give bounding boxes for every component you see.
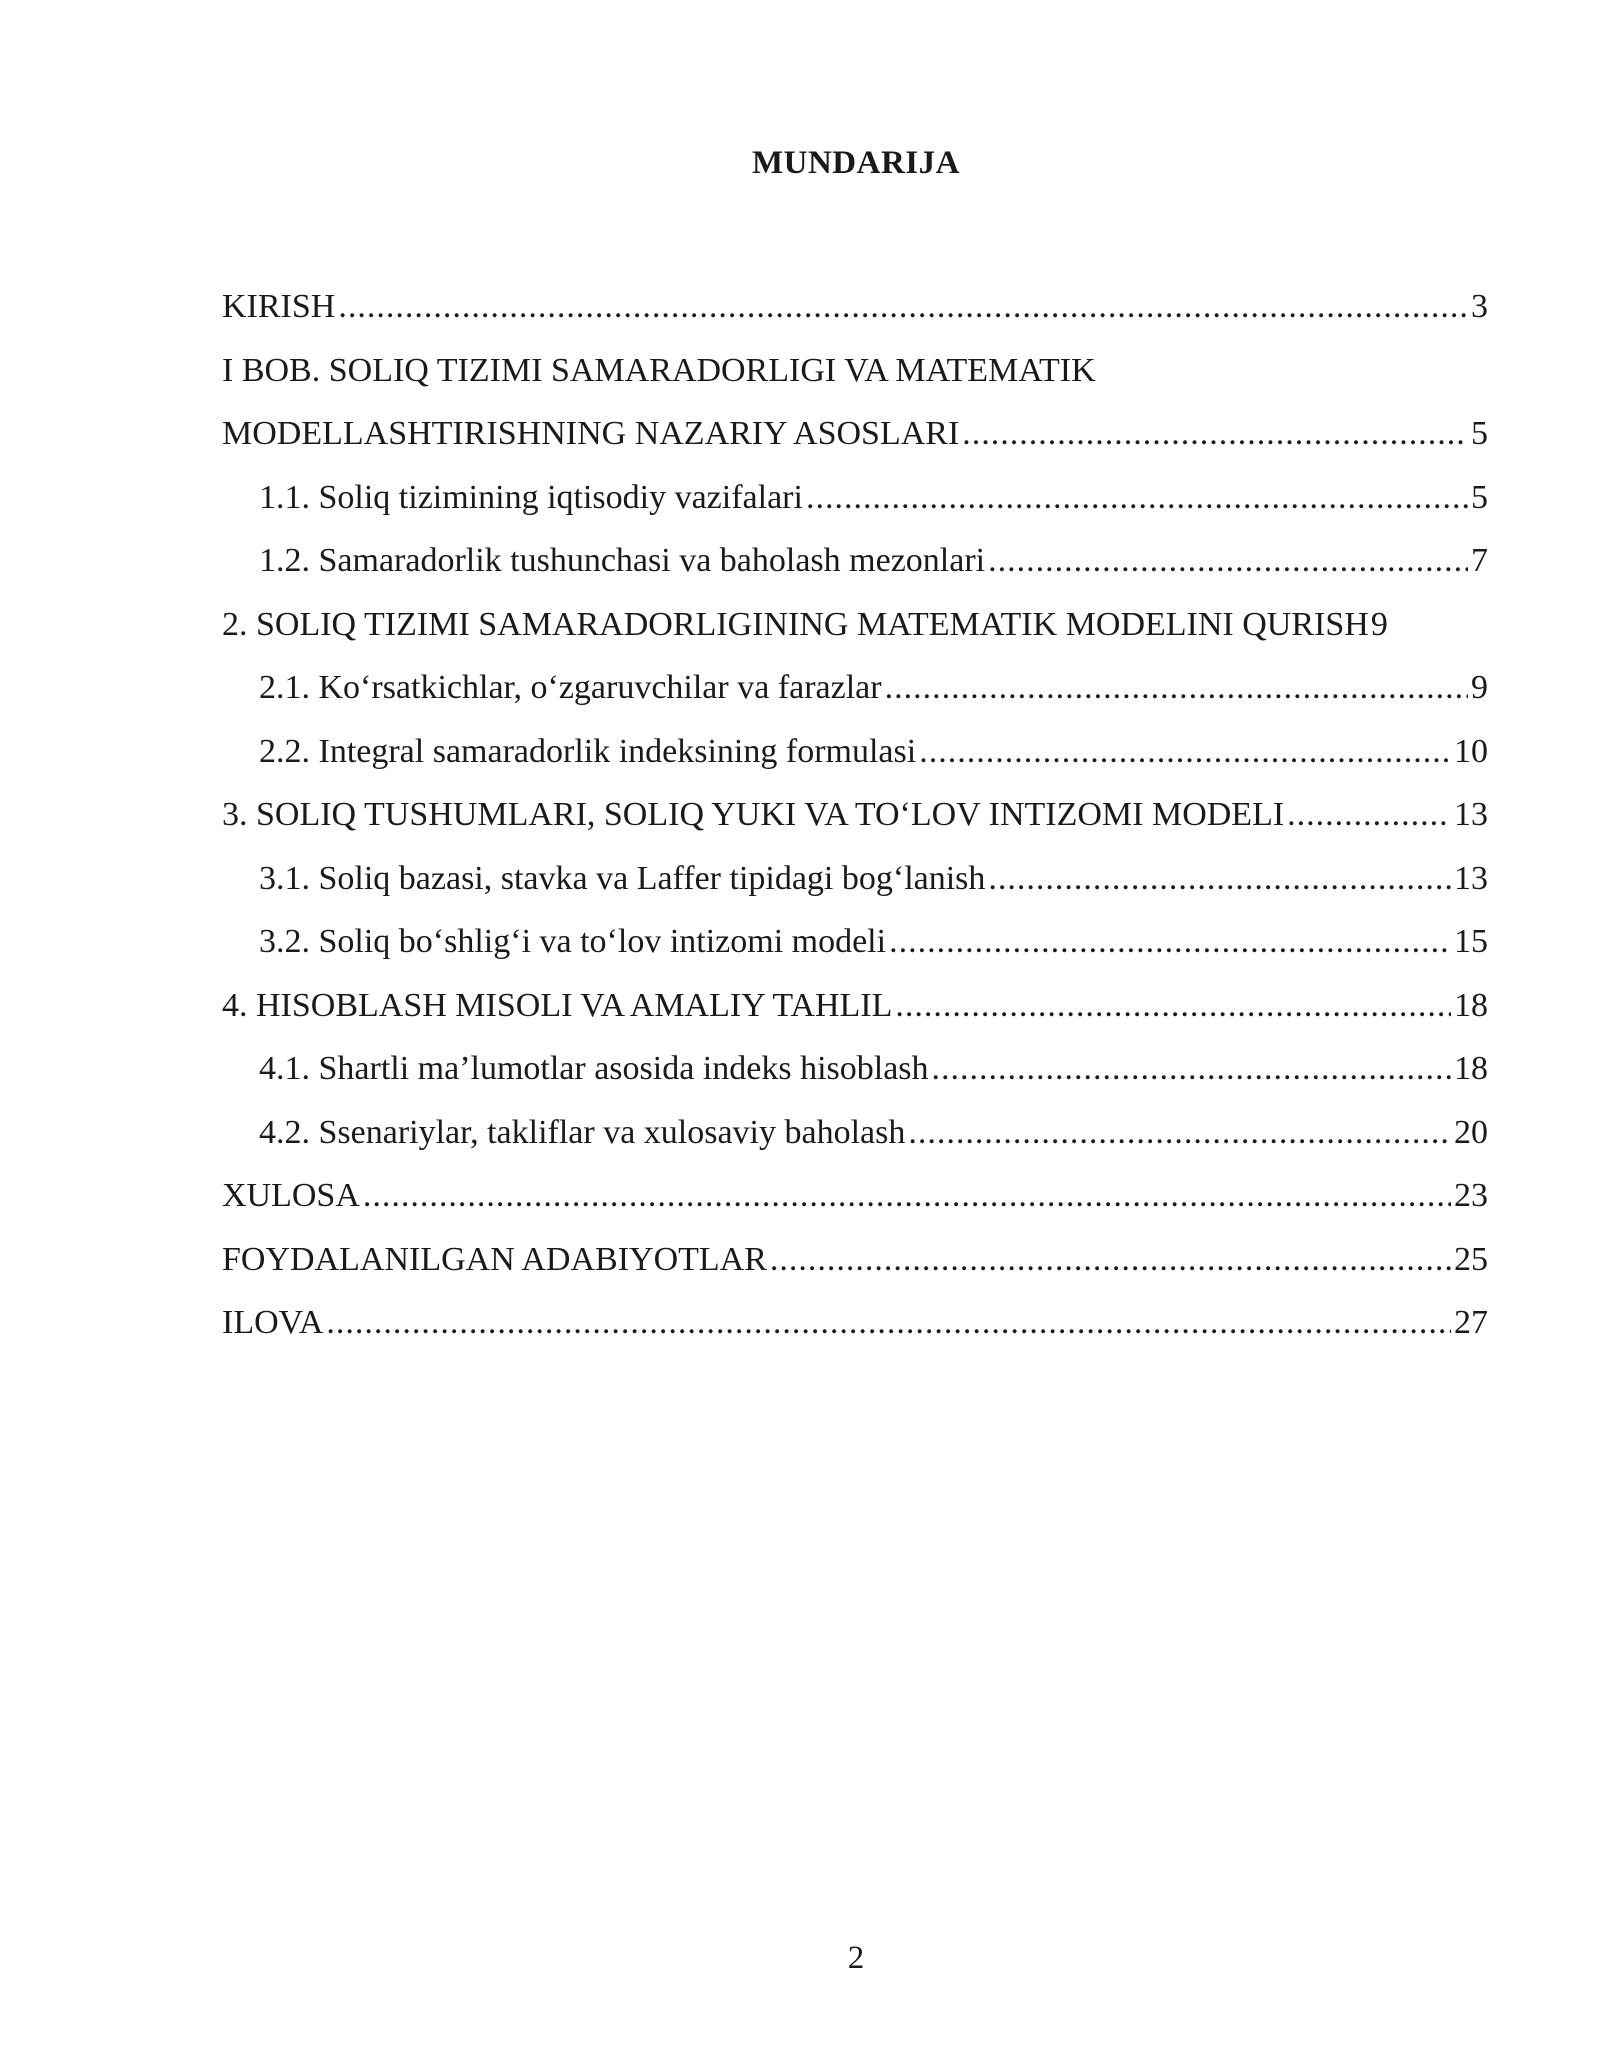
toc-entry-page: 15 (1454, 923, 1488, 960)
toc-entry-text: 2. SOLIQ TIZIMI SAMARADORLIGINING MATEMATIK MODELINI QURISH (222, 605, 1369, 643)
dot-leader (770, 1228, 1451, 1292)
dot-leader (889, 910, 1451, 974)
toc-entry-text: 2.2. Integral samaradorlik indeksining formulasi (259, 732, 917, 770)
toc-entry-page: 7 (1471, 542, 1488, 579)
toc-entry-section-3-1[interactable] (222, 847, 1488, 911)
dot-leader (338, 275, 1468, 339)
toc-entry-chapter-4[interactable] (222, 974, 1488, 1038)
toc-entry-page: 10 (1454, 732, 1488, 770)
toc-entry-page: 20 (1454, 1113, 1488, 1151)
toc-entry-page: 13 (1454, 796, 1488, 833)
toc-entry-page: 5 (1471, 478, 1488, 516)
toc-entry-text: XULOSA (222, 1177, 360, 1214)
toc-entry-text: 1.1. Soliq tizimining iqtisodiy vazifalari (259, 478, 803, 516)
toc-entry-ilova[interactable] (222, 1291, 1488, 1355)
dot-leader (1287, 783, 1451, 847)
toc-entry-text: I BOB. SOLIQ TIZIMI SAMARADORLIGI VA MATEMATIK (222, 351, 1096, 389)
toc-entry-text: 4. HISOBLASH MISOLI VA AMALIY TAHLIL (222, 986, 893, 1024)
toc-entry-page: 18 (1454, 1050, 1488, 1087)
toc-entry-chapter-1-line-2[interactable] (222, 402, 1488, 466)
dot-leader (806, 466, 1468, 530)
dot-leader (363, 1164, 1451, 1228)
toc-entry-text: 3. SOLIQ TUSHUMLARI, SOLIQ YUKI VA TO‘LOV INTIZOMI MODELI (222, 796, 1285, 833)
dot-leader (962, 402, 1468, 466)
page-number: 2 (847, 1940, 865, 1976)
toc-entry-text: 1.2. Samaradorlik tushunchasi va baholash mezonlari (259, 542, 986, 579)
toc-entry-chapter-1-line-1[interactable] (222, 339, 1488, 403)
toc-entry-page: 13 (1454, 859, 1488, 897)
toc-entry-page: 18 (1454, 986, 1488, 1024)
toc-entry-text: 3.1. Soliq bazasi, stavka va Laffer tipidagi bog‘lanish (259, 859, 986, 897)
toc-entry-text: 3.2. Soliq bo‘shlig‘i va to‘lov intizomi modeli (259, 923, 887, 960)
toc-entry-text: MODELLASHTIRISHNING NAZARIY ASOSLARI (222, 415, 960, 452)
dot-leader (988, 847, 1451, 911)
toc-entry-section-3-2[interactable] (222, 910, 1488, 974)
toc-entry-section-2-2[interactable] (222, 720, 1488, 784)
toc-entry-page: 23 (1454, 1177, 1488, 1214)
toc-entry-page: 3 (1471, 288, 1488, 325)
page-title: MUNDARIJA (752, 145, 960, 181)
toc-entry-page: 27 (1454, 1304, 1488, 1341)
dot-leader (932, 1037, 1451, 1101)
toc-entry-text: FOYDALANILGAN ADABIYOTLAR (222, 1240, 767, 1278)
toc-entry-chapter-3[interactable] (222, 783, 1488, 847)
toc-entry-text: KIRISH (222, 288, 336, 325)
dot-leader (885, 656, 1468, 720)
dot-leader (908, 1101, 1451, 1165)
toc-entry-page: 9 (1471, 669, 1488, 706)
toc-entry-section-1-1[interactable] (222, 466, 1488, 530)
dot-leader (919, 720, 1451, 784)
toc-entry-text: 2.1. Ko‘rsatkichlar, o‘zgaruvchilar va farazlar (259, 669, 882, 706)
toc-entry-adabiyotlar[interactable] (222, 1228, 1488, 1292)
toc-entry-page: 9 (1370, 605, 1388, 643)
table-of-contents (222, 275, 1488, 1355)
toc-entry-text: 4.2. Ssenariylar, takliflar va xulosaviy baholash (259, 1113, 906, 1151)
toc-entry-section-4-1[interactable] (222, 1037, 1488, 1101)
toc-entry-kirish[interactable] (222, 275, 1488, 339)
toc-entry-section-4-2[interactable] (222, 1101, 1488, 1165)
toc-entry-page: 5 (1471, 415, 1488, 452)
toc-entry-section-1-2[interactable] (222, 529, 1488, 593)
toc-entry-text: ILOVA (222, 1304, 324, 1341)
toc-entry-xulosa[interactable] (222, 1164, 1488, 1228)
dot-leader (326, 1291, 1451, 1355)
toc-entry-section-2-1[interactable] (222, 656, 1488, 720)
toc-entry-text: 4.1. Shartli ma’lumotlar asosida indeks hisoblash (259, 1050, 929, 1087)
dot-leader (895, 974, 1451, 1038)
toc-entry-page: 25 (1454, 1240, 1488, 1278)
dot-leader (988, 529, 1468, 593)
toc-entry-chapter-2[interactable] (222, 593, 1488, 657)
